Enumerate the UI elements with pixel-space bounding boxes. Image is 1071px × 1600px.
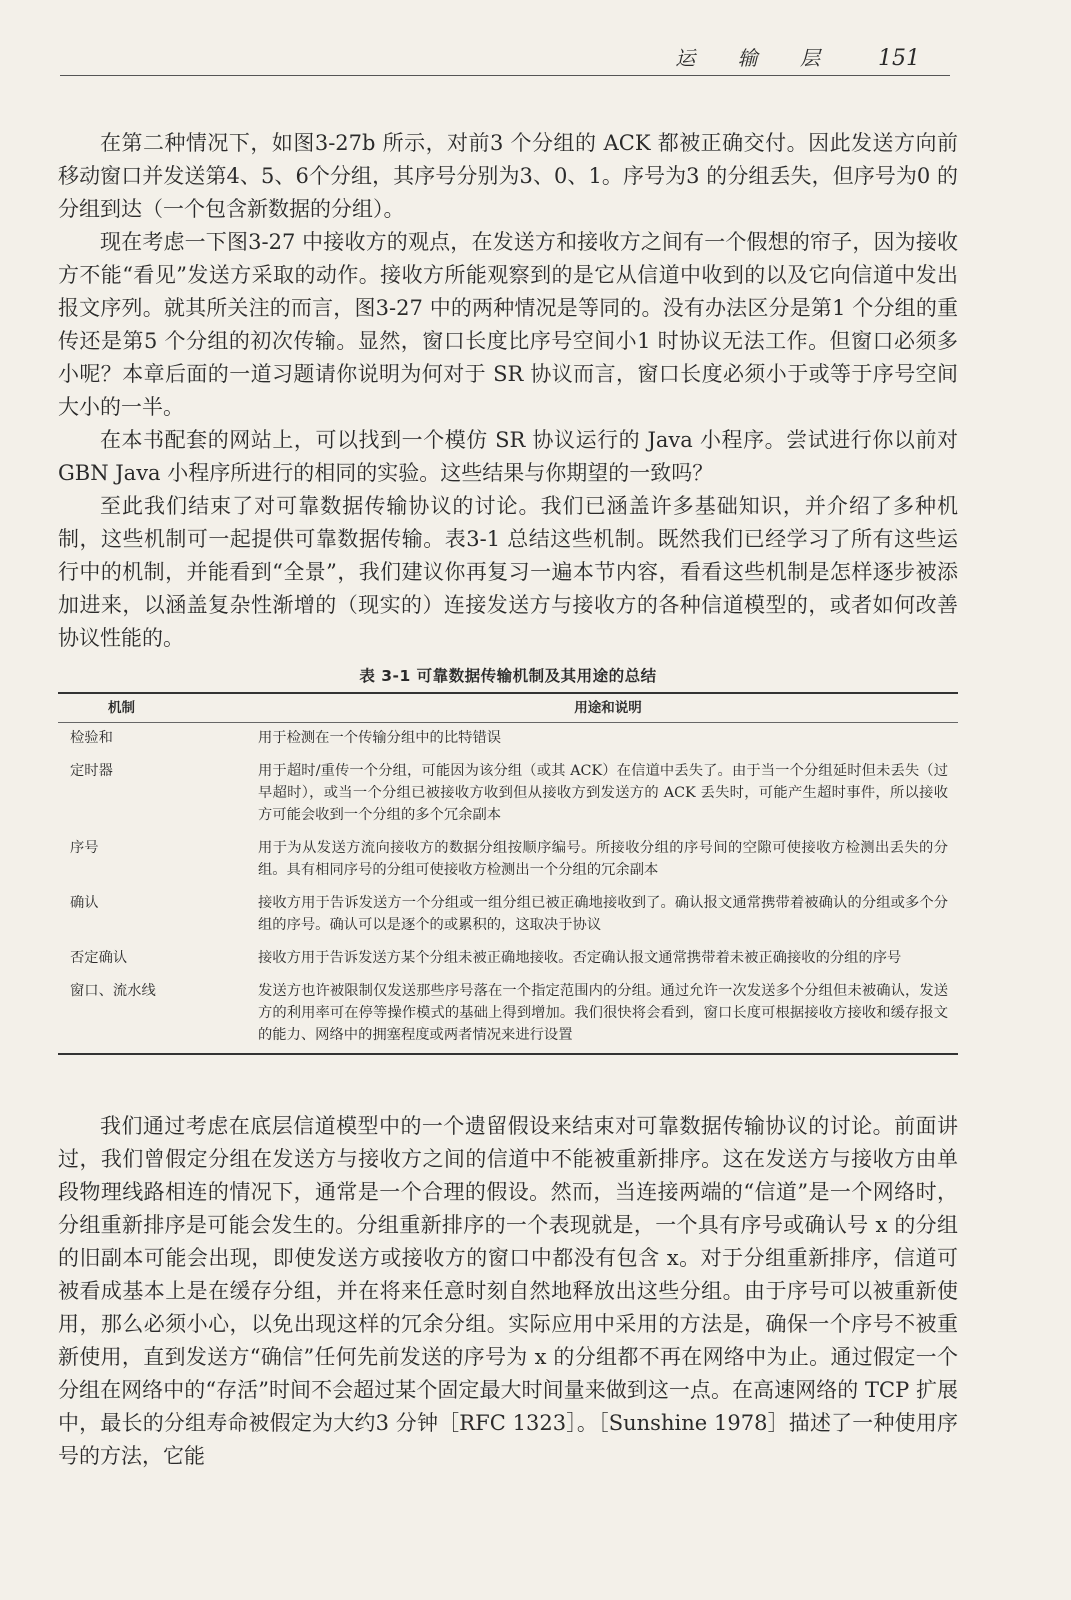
table-row [58, 833, 958, 888]
paragraph: 现在考虑一下图3-27 中接收方的观点，在发送方和接收方之间有一个假想的帘子，因为接收方不能“看见”发送方采取的动作。接收方所能观察到的是它从信道中收到的以及它向信道中发出报文序列。就其所关注的而言，图3-27 中的两种情况是等同的。没有办法区分是第1 个分组的重传还是第5 个分组的初次传输。显然，窗口长度比序号空间小1 时协议无法工作。但窗口必须多小呢？本章后面的一道习题请你说明为何对于 SR 协议而言，窗口长度必须小于或等于序号空间大小的一半。 [58, 230, 958, 419]
usage-cell: 用于超时/重传一个分组，可能因为该分组（或其 ACK）在信道中丢失了。由于当一个分组延时但未丢失（过早超时），或当一个分组已被接收方收到但从接收方到发送方的 ACK 丢失时，可能产生超时事件，所以接收方可能会收到一个分组的多个冗余副本 [258, 763, 948, 823]
mechanism-cell: 序号 [70, 840, 99, 856]
table [58, 692, 958, 1055]
paragraph: 我们通过考虑在底层信道模型中的一个遗留假设来结束对可靠数据传输协议的讨论。前面讲过，我们曾假定分组在发送方与接收方之间的信道中不能被重新排序。这在发送方与接收方由单段物理线路相连的情况下，通常是一个合理的假设。然而，当连接两端的“信道”是一个网络时，分组重新排序是可能会发生的。分组重新排序的一个表现就是，一个具有序号或确认号 x 的分组的旧副本可能会出现，即使发送方或接收方的窗口中都没有包含 x。对于分组重新排序，信道可被看成基本上是在缓存分组，并在将来任意时刻自然地释放出这些分组。由于序号可以被重新使用，那么必须小心，以免出现这样的冗余分组。实际应用中采用的方法是，确保一个序号不被重新使用，直到发送方“确信”任何先前发送的序号为 x 的分组都不再在网络中为止。通过假定一个分组在网络中的“存活”时间不会超过某个固定最大时间量来做到这一点。在高速网络的 TCP 扩展中，最长的分组寿命被假定为大约3 分钟［RFC 1323］。［Sunshine 1978］描述了一种使用序号的方法，它能 [58, 1114, 958, 1468]
mechanism-cell: 窗口、流水线 [70, 983, 156, 999]
table-row [58, 888, 958, 943]
running-head [60, 40, 950, 76]
mechanism-cell: 定时器 [70, 763, 113, 779]
mechanism-cell: 确认 [70, 895, 99, 911]
section-title: 运 输 层 [675, 46, 838, 70]
paragraph: 在第二种情况下，如图3-27b 所示，对前3 个分组的 ACK 都被正确交付。因此发送方向前移动窗口并发送第4、5、6个分组，其序号分别为3、0、1。序号为3 的分组丢失，但序号为0 的分组到达（一个包含新数据的分组）。 [58, 131, 958, 221]
table-row [58, 943, 958, 976]
table-caption: 表 3-1 可靠数据传输机制及其用途的总结 [359, 667, 657, 685]
usage-cell: 用于为从发送方流向接收方的数据分组按顺序编号。所接收分组的序号间的空隙可使接收方检测出丢失的分组。具有相同序号的分组可使接收方检测出一个分组的冗余副本 [258, 840, 948, 878]
paragraph: 至此我们结束了对可靠数据传输协议的讨论。我们已涵盖许多基础知识，并介绍了多种机制，这些机制可一起提供可靠数据传输。表3-1 总结这些机制。既然我们已经学习了所有这些运行中的机制，并能看到“全景”，我们建议你再复习一遍本节内容，看看这些机制是怎样逐步被添加进来，以涵盖复杂性渐增的（现实的）连接发送方与接收方的各种信道模型的，或者如何改善协议性能的。 [58, 494, 958, 650]
mechanism-cell: 检验和 [70, 730, 113, 746]
usage-cell: 接收方用于告诉发送方一个分组或一组分组已被正确地接收到了。确认报文通常携带着被确认的分组或多个分组的序号。确认可以是逐个的或累积的，这取决于协议 [258, 895, 948, 933]
usage-cell: 发送方也许被限制仅发送那些序号落在一个指定范围内的分组。通过允许一次发送多个分组但未被确认，发送方的利用率可在停等操作模式的基础上得到增加。我们很快将会看到，窗口长度可根据接收方接收和缓存报文的能力、网络中的拥塞程度或两者情况来进行设置 [258, 983, 948, 1043]
page-number: 151 [878, 46, 920, 71]
header-mechanism: 机制 [108, 700, 135, 716]
paragraph: 在本书配套的网站上，可以找到一个模仿 SR 协议运行的 Java 小程序。尝试进行你以前对 GBN Java 小程序所进行的相同的实验。这些结果与你期望的一致吗？ [58, 428, 958, 485]
table-row [58, 756, 958, 833]
usage-cell: 接收方用于告诉发送方某个分组未被正确地接收。否定确认报文通常携带着未被正确接收的分组的序号 [258, 950, 902, 966]
table-header-row [58, 693, 958, 723]
mechanism-cell: 否定确认 [70, 950, 128, 966]
body-text-bottom [58, 1110, 958, 1473]
table-row [58, 723, 958, 757]
mechanism-table [58, 664, 958, 1055]
usage-cell: 用于检测在一个传输分组中的比特错误 [258, 730, 502, 746]
header-usage: 用途和说明 [574, 700, 642, 716]
table-row [58, 976, 958, 1054]
body-text-top [58, 127, 958, 655]
